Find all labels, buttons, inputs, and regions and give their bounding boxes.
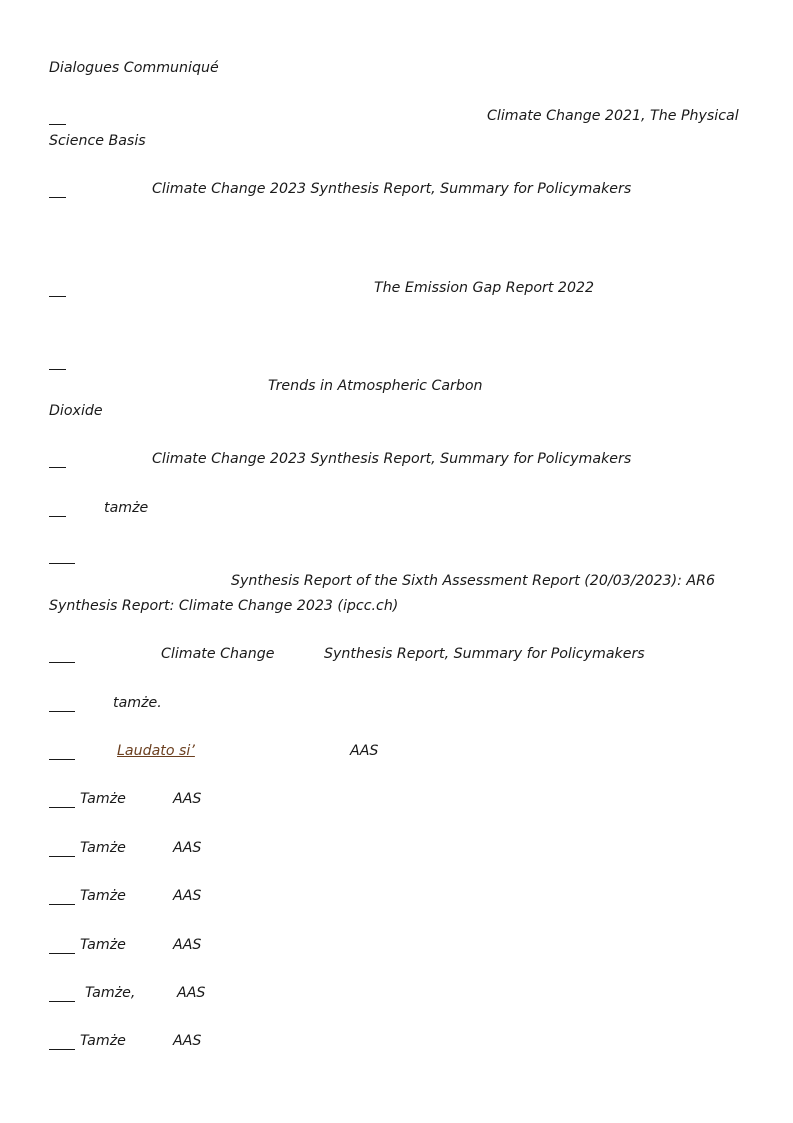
footnote-marker [49, 1049, 75, 1050]
footnote-text: tamże. [113, 695, 162, 711]
footnote-marker [49, 467, 66, 468]
footnote-marker [49, 516, 66, 517]
footnote-text: tamże [104, 500, 149, 516]
footnote-text: Tamże [80, 937, 126, 953]
footnote-text: Tamże [80, 840, 126, 856]
footnote-text: Synthesis Report, Summary for Policymakers [324, 646, 645, 662]
footnote-source: AAS [173, 937, 202, 953]
footnote-marker [49, 296, 66, 297]
footnote-marker [49, 807, 75, 808]
footnote-marker [49, 856, 75, 857]
laudato-si-link[interactable]: Laudato si’ [117, 743, 195, 759]
footnote-source: AAS [173, 1033, 202, 1049]
footnote-text: Climate Change 2023 Synthesis Report, Summary for Policymakers [152, 181, 632, 197]
footnote-text: Climate Change [161, 646, 275, 662]
footnote-marker [49, 711, 75, 712]
footnote-marker [49, 1001, 75, 1002]
footnote-text: Synthesis Report: Climate Change 2023 (ipcc.ch) [49, 598, 399, 614]
footnote-marker [49, 953, 75, 954]
footnote-text: Climate Change 2021, The Physical [487, 108, 739, 124]
footnote-source: AAS [173, 791, 202, 807]
footnote-source: AAS [177, 985, 206, 1001]
footnote-marker [49, 197, 66, 198]
footnote-text: Science Basis [49, 133, 146, 149]
footnote-marker [49, 759, 75, 760]
footnote-text: Synthesis Report of the Sixth Assessment Report (20/03/2023): AR6 [231, 573, 715, 589]
footnote-marker [49, 904, 75, 905]
footnote-marker [49, 662, 75, 663]
footnote-text: Tamże [80, 791, 126, 807]
footnote-text: Tamże [80, 1033, 126, 1049]
footnote-marker [49, 124, 66, 125]
footnote-text: Trends in Atmospheric Carbon [268, 378, 483, 394]
footnote-marker [49, 563, 75, 564]
footnote-marker [49, 369, 66, 370]
footnote-source: AAS [173, 840, 202, 856]
document-title: Dialogues Communiqué [49, 60, 219, 76]
footnote-source: AAS [173, 888, 202, 904]
footnote-text: The Emission Gap Report 2022 [374, 280, 595, 296]
footnote-source: AAS [350, 743, 379, 759]
footnote-text: Dioxide [49, 403, 103, 419]
footnote-text: Tamże, [85, 985, 136, 1001]
footnote-text: Tamże [80, 888, 126, 904]
footnote-text: Climate Change 2023 Synthesis Report, Summary for Policymakers [152, 451, 632, 467]
